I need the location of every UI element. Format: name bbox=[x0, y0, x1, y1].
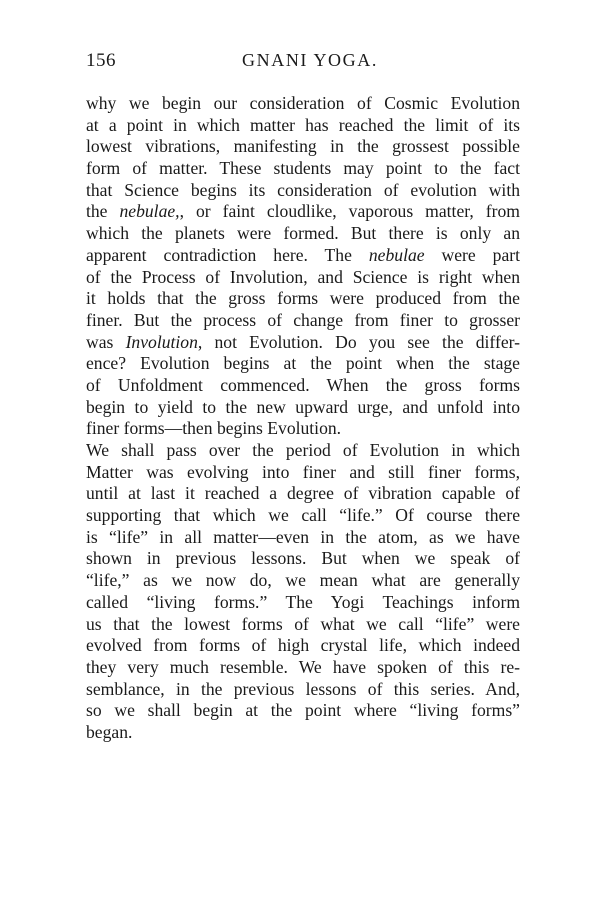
text-line: lowest vibrations, manifesting in the grossest possible bbox=[86, 136, 520, 157]
text-line: called “living forms.” The Yogi Teachings inform bbox=[86, 591, 520, 612]
text-run: , or faint cloudlike, vaporous matter, from bbox=[179, 201, 520, 222]
text-line bbox=[86, 201, 520, 223]
italic-term: nebulae, bbox=[119, 201, 180, 222]
text-line: semblance, in the previous lessons of this series. And, bbox=[86, 678, 520, 699]
text-run: were part bbox=[424, 244, 520, 265]
text-line: Matter was evolving into finer and still finer forms, bbox=[86, 461, 520, 482]
text-run: was bbox=[86, 331, 126, 352]
text-run: the bbox=[86, 201, 120, 222]
text-line bbox=[86, 245, 520, 267]
italic-term: Involution bbox=[125, 331, 198, 352]
text-line: ence? Evolution begins at the point when the stage bbox=[86, 353, 520, 374]
text-line: until at last it reached a degree of vibration capable of bbox=[86, 483, 520, 504]
text-line: it holds that the gross forms were produced from the bbox=[86, 288, 520, 309]
text-line: evolved from forms of high crystal life, which indeed bbox=[86, 635, 520, 656]
text-line: form of matter. These students may point to the fact bbox=[86, 158, 520, 179]
page-header bbox=[86, 50, 520, 74]
text-line bbox=[86, 332, 520, 354]
text-line: of the Process of Involution, and Science is right when bbox=[86, 266, 520, 287]
running-title: GNANI YOGA. bbox=[242, 50, 378, 70]
italic-term: nebulae bbox=[368, 244, 425, 265]
text-line: finer forms—then begins Evolution. bbox=[86, 418, 342, 439]
text-line: “life,” as we now do, we mean what are generally bbox=[86, 570, 520, 591]
text-line: began. bbox=[86, 721, 133, 742]
page-number: 156 bbox=[86, 50, 116, 71]
text-line: We shall pass over the period of Evolution in which bbox=[86, 440, 520, 460]
text-line: at a point in which matter has reached the limit of its bbox=[86, 114, 520, 135]
text-line: which the planets were formed. But there is only an bbox=[86, 223, 520, 244]
text-run: apparent contradiction here. The bbox=[86, 244, 352, 265]
text-line: finer. But the process of change from finer to grosser bbox=[86, 309, 520, 330]
text-line: so we shall begin at the point where “living forms” bbox=[86, 700, 520, 721]
text-line: that Science begins its consideration of evolution with bbox=[86, 179, 520, 200]
text-line: they very much resemble. We have spoken of this re- bbox=[86, 656, 520, 677]
text-line: why we begin our consideration of Cosmic Evolution bbox=[86, 93, 520, 113]
text-line: shown in previous lessons. But when we speak of bbox=[86, 548, 520, 569]
body-text bbox=[86, 93, 520, 744]
text-line: begin to yield to the new upward urge, and unfold into bbox=[86, 396, 520, 417]
text-line: us that the lowest forms of what we call “life” were bbox=[86, 613, 520, 634]
text-line: supporting that which we call “life.” Of course there bbox=[86, 505, 520, 526]
text-line: of Unfoldment commenced. When the gross forms bbox=[86, 374, 520, 395]
text-run: , not Evolution. Do you see the differ- bbox=[197, 331, 521, 352]
text-line: is “life” in all matter—even in the atom, as we have bbox=[86, 526, 520, 547]
